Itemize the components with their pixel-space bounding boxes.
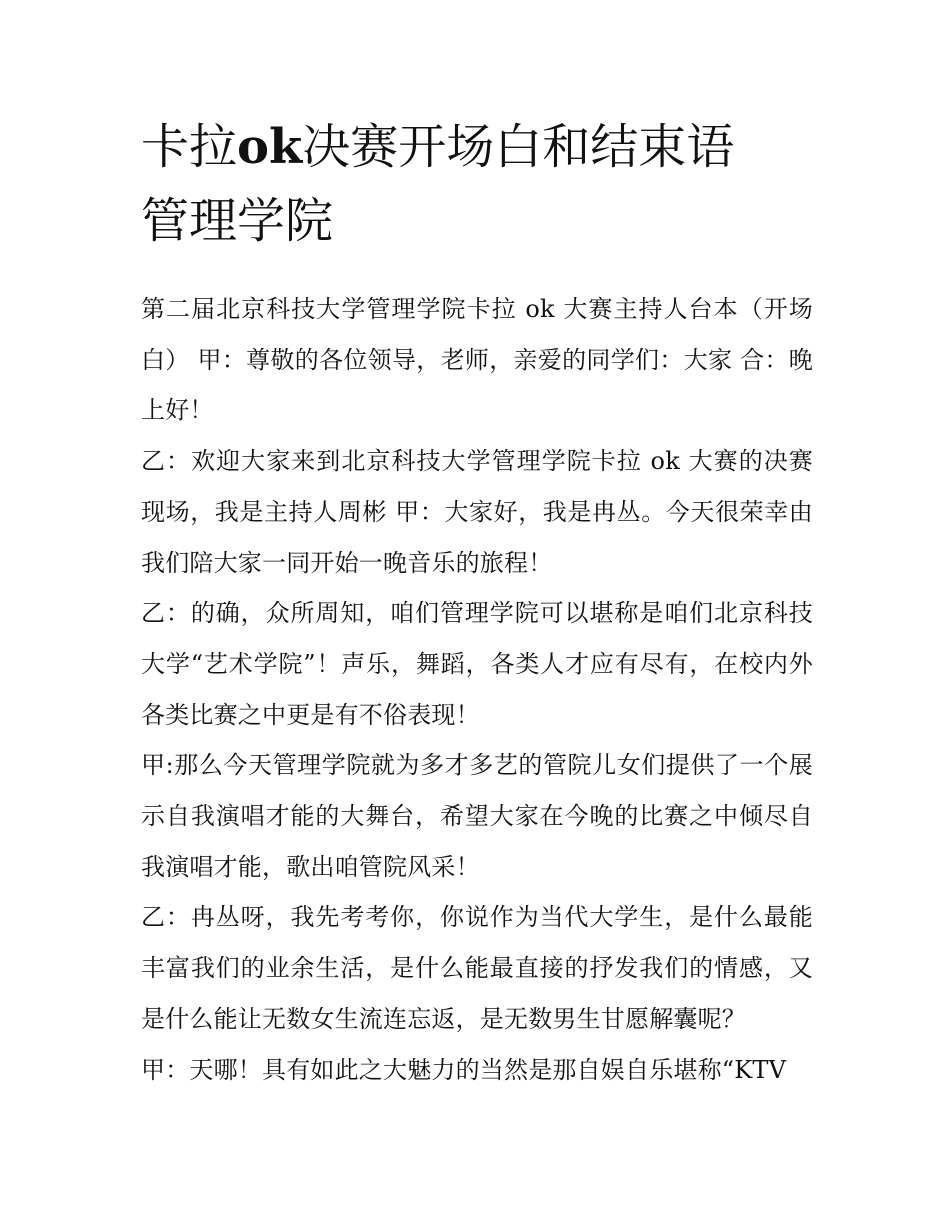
paragraph: 甲：天哪！具有如此之大魅力的当然是那自娱自乐堪称“KTV bbox=[141, 1055, 787, 1084]
document-body bbox=[141, 284, 813, 1095]
paragraph: 乙：的确，众所周知，咱们管理学院可以堪称是咱们北京科技大学“艺术学院”！声乐，舞蹈，各类人才应有尽有，在校内外各类比赛之中更是有不俗表现！ bbox=[141, 599, 813, 729]
document-page bbox=[141, 110, 813, 1095]
paragraph: 第二届北京科技大学管理学院卡拉 ok 大赛主持人台本（开场白） 甲：尊敬的各位领导，老师，亲爱的同学们：大家 合：晚上好！ bbox=[141, 295, 813, 425]
title-ok: ok bbox=[237, 119, 303, 175]
paragraph: 乙：冉丛呀，我先考考你，你说作为当代大学生，是什么最能丰富我们的业余生活，是什么能最直接的抒发我们的情感，又是什么能让无数女生流连忘返，是无数男生甘愿解囊呢？ bbox=[141, 903, 813, 1033]
paragraph: 甲:那么今天管理学院就为多才多艺的管院儿女们提供了一个展示自我演唱才能的大舞台，希望大家在今晚的比赛之中倾尽自我演唱才能，歌出咱管院风采！ bbox=[141, 751, 813, 881]
document-subtitle: 管理学院 bbox=[141, 193, 334, 249]
document-title bbox=[141, 110, 813, 184]
title-prefix: 卡拉 bbox=[141, 119, 238, 175]
title-suffix: 决赛开场白和结束语 bbox=[302, 119, 735, 175]
paragraph: 乙：欢迎大家来到北京科技大学管理学院卡拉 ok 大赛的决赛现场，我是主持人周彬 甲：大家好，我是冉丛。今天很荣幸由我们陪大家一同开始一晚音乐的旅程！ bbox=[141, 447, 813, 577]
